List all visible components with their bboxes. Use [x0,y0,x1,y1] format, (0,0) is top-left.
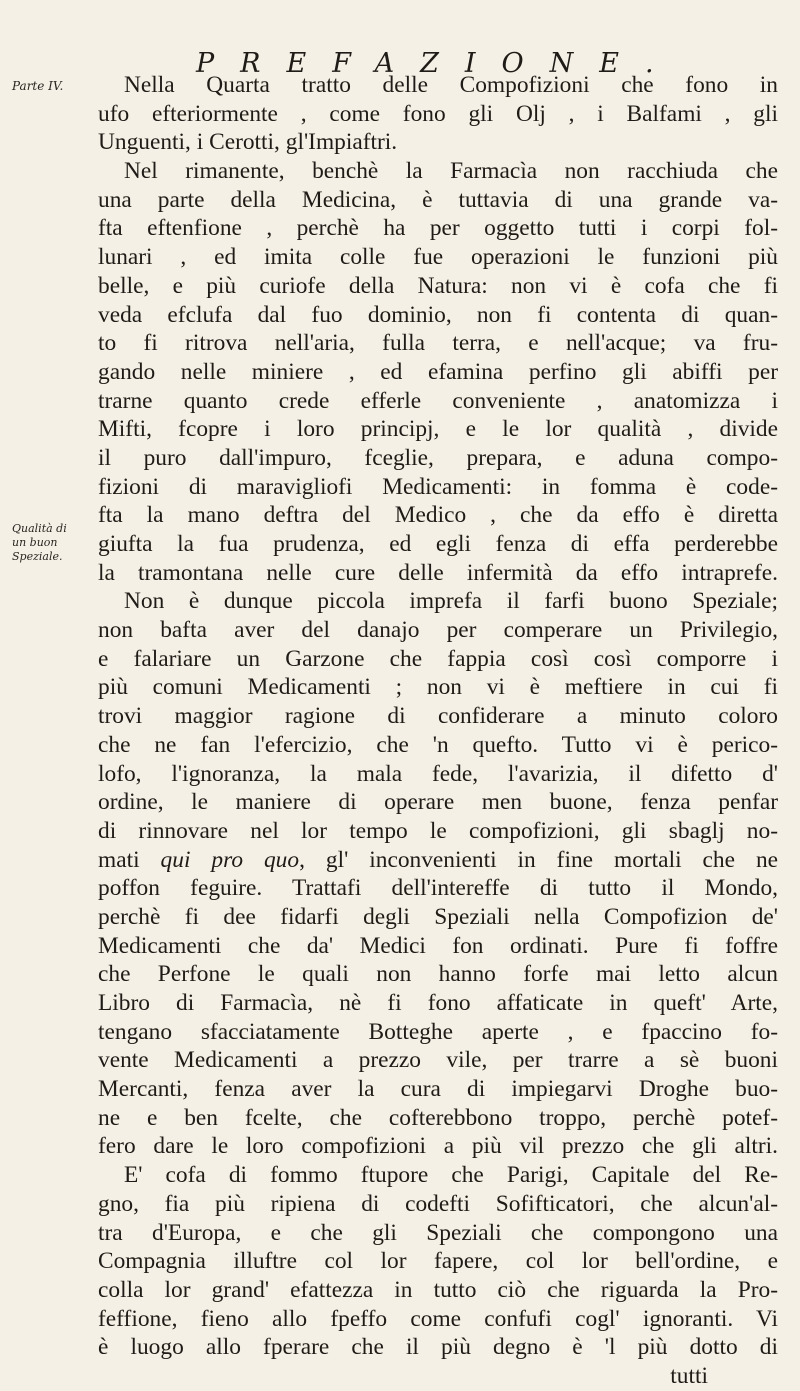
running-head: PREFAZIONE. [196,48,680,79]
text-line: Unguenti, i Cerotti, gl'Impiaftri. [98,129,398,156]
text-line: non bafta aver del danajo per comperare un Privilegio, [98,617,778,644]
text-line: belle, e più curiofe della Natura: non vi è cofa che fi [98,272,778,299]
text-line: ne e ben fcelte, che cofterebbono troppo, perchè potef- [98,1104,778,1131]
body-text [98,71,778,1391]
text-line: fta eftenfione , perchè ha per oggetto tutti i corpi fol- [98,215,778,242]
text-line: E' cofa di fommo ftupore che Parigi, Capitale del Re- [124,1162,778,1189]
text-line: mati qui pro quo, gl' inconvenienti in fine mortali che ne [98,846,779,873]
text-line: è luogo allo fperare che il più degno è 'l più dotto di [98,1334,778,1361]
margin-note-quality [12,522,84,564]
text-line: Compagnia illuftre col lor fapere, col lor bell'ordine, e [98,1248,778,1275]
text-line: e falariare un Garzone che fappia così così comporre i [98,645,778,672]
margin-note-line: Qualità di [12,522,67,535]
margin-note-line: un buon [12,536,58,549]
margin-note-part: Parte IV. [12,79,64,93]
text-line: la tramontana nelle cure delle infermità da effo intraprefe. [98,559,778,586]
text-line: giufta la fua prudenza, ed egli fenza di effa perderebbe [98,531,778,557]
text-line: vente Medicamenti a prezzo vile, per trarre a sè buoni [98,1047,778,1074]
text-line: Nella Quarta tratto delle Compofizioni che fono in [124,72,778,98]
text-line: veda efclufa dal fuo dominio, non fi contenta di quan- [98,301,778,328]
text-line: Mercanti, fenza aver la cura di impiegarvi Droghe buo- [98,1076,778,1103]
text-line: Non è dunque piccola imprefa il farfi buono Speziale; [124,588,778,615]
text-line: di rinnovare nel lor tempo le compofizioni, gli sbaglj no- [98,817,778,844]
text-line: più comuni Medicamenti ; non vi è meftiere in cui fi [98,674,778,701]
text-line: una parte della Medicina, è tuttavia di una grande va- [98,186,778,213]
text-line: Libro di Farmacìa, nè fi fono affaticate in queft' Arte, [98,990,778,1016]
catchword: tutti [670,1362,708,1389]
text-line: perchè fi dee fidarfi degli Speziali nella Compofizion de' [98,903,778,930]
text-line: gno, fia più ripiena di codefti Sofifticatori, che alcun'al- [98,1190,778,1217]
text-line: feffione, fieno allo fpeffo come confufi cogl' ignoranti. Vi [98,1305,778,1332]
text-line: tra d'Europa, e che gli Speziali che compongono una [98,1219,778,1246]
text-line: Nel rimanente, benchè la Farmacìa non racchiuda che [124,158,778,185]
text-line: trovi maggior ragione di confiderare a minuto coloro [98,703,778,730]
text-line: che ne fan l'efercizio, che 'n quefto. Tutto vi è perico- [98,731,778,758]
text-line: fta la mano deftra del Medico , che da effo è diretta [98,502,778,529]
text-line: tengano sfacciatamente Botteghe aperte , e fpaccino fo- [98,1018,778,1045]
margin-note-line: Speziale. [12,550,63,563]
text-line: ordine, le maniere di operare men buone, fenza penfar [98,789,778,816]
text-line: poffon feguire. Trattafi dell'intereffe di tutto il Mondo, [98,875,778,902]
text-line: colla lor grand' efattezza in tutto ciò che riguarda la Pro- [98,1276,778,1303]
text-line: trarne quanto crede efferle conveniente , anatomizza i [98,387,778,414]
text-line: fizioni di maravigliofi Medicamenti: in fomma è code- [98,473,778,500]
text-line: Mifti, fcopre i loro principj, e le lor qualità , divide [98,416,778,443]
text-line: lofo, l'ignoranza, la mala fede, l'avarizia, il difetto d' [98,760,778,787]
text-line: lunari , ed imita colle fue operazioni le funzioni più [98,244,778,271]
text-line: Medicamenti che da' Medici fon ordinati. Pure fi foffre [98,932,778,959]
text-line: il puro dall'impuro, fceglie, prepara, e aduna compo- [98,444,778,471]
text-line: ufo efteriormente , come fono gli Olj , i Balfami , gli [98,100,778,127]
text-line: to fi ritrova nell'aria, fulla terra, e nell'acque; va fru- [98,330,778,357]
text-line: gando nelle miniere , ed efamina perfino gli abiffi per [98,358,778,385]
italic-phrase: qui pro quo [160,846,300,873]
text-line: fero dare le loro compofizioni a più vil prezzo che gli altri. [98,1133,778,1160]
text-line: che Perfone le quali non hanno forfe mai letto alcun [98,961,778,988]
